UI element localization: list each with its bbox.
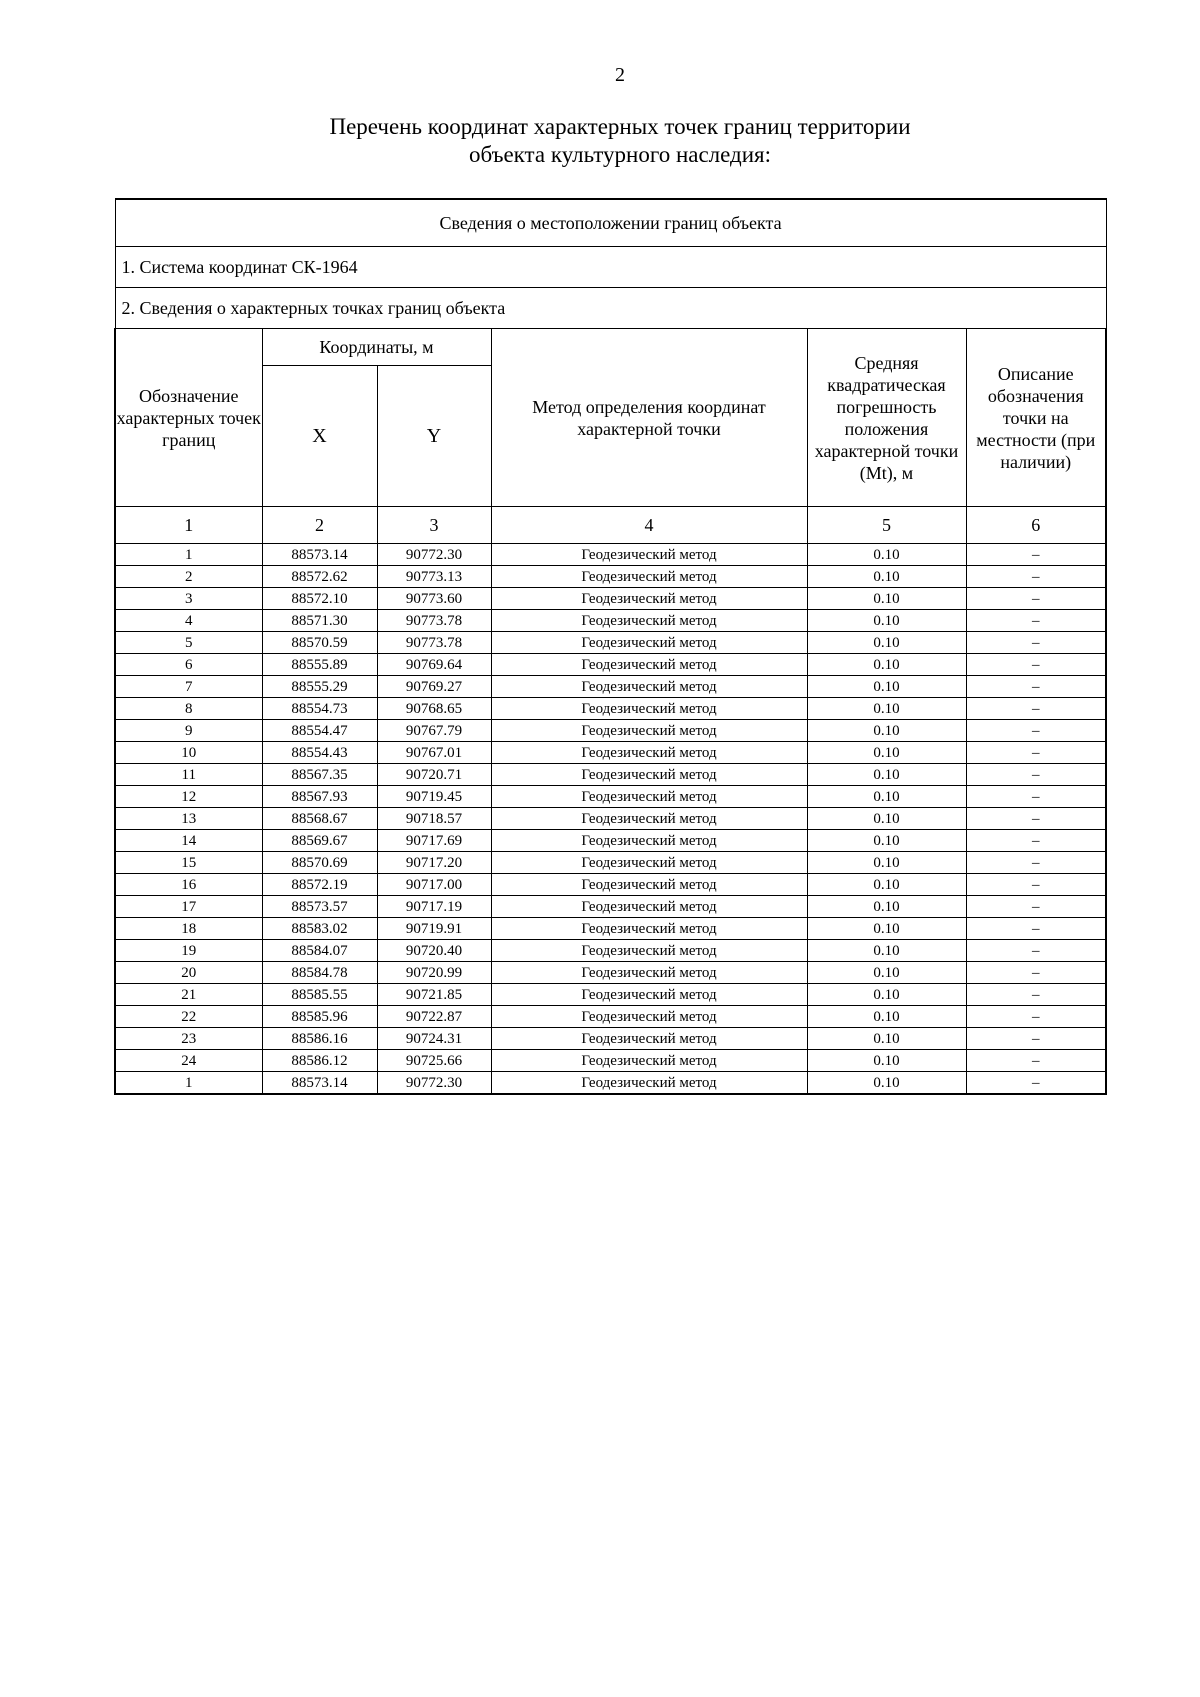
cell-error: 0.10	[807, 1006, 966, 1028]
table-row	[115, 1028, 1106, 1050]
cell-description: –	[966, 1006, 1106, 1028]
header-method: Метод определения координат характерной точки	[491, 329, 807, 507]
cell-error: 0.10	[807, 610, 966, 632]
cell-error: 0.10	[807, 830, 966, 852]
cell-error: 0.10	[807, 852, 966, 874]
cell-description: –	[966, 808, 1106, 830]
cell-error: 0.10	[807, 764, 966, 786]
cell-point: 14	[115, 830, 262, 852]
cell-method: Геодезический метод	[491, 1028, 807, 1050]
cell-method: Геодезический метод	[491, 1072, 807, 1095]
table-row	[115, 654, 1106, 676]
table-row	[115, 918, 1106, 940]
table-row	[115, 632, 1106, 654]
cell-description: –	[966, 918, 1106, 940]
cell-error: 0.10	[807, 566, 966, 588]
cell-y: 90717.00	[377, 874, 491, 896]
coordinates-table	[114, 198, 1107, 1095]
cell-point: 6	[115, 654, 262, 676]
cell-x: 88572.19	[262, 874, 377, 896]
cell-point: 16	[115, 874, 262, 896]
cell-error: 0.10	[807, 940, 966, 962]
cell-x: 88569.67	[262, 830, 377, 852]
cell-x: 88583.02	[262, 918, 377, 940]
cell-method: Геодезический метод	[491, 1006, 807, 1028]
cell-x: 88573.14	[262, 1072, 377, 1095]
cell-point: 1	[115, 544, 262, 566]
column-number: 1	[115, 507, 262, 544]
cell-method: Геодезический метод	[491, 896, 807, 918]
cell-description: –	[966, 786, 1106, 808]
column-number: 4	[491, 507, 807, 544]
cell-description: –	[966, 544, 1106, 566]
cell-description: –	[966, 1028, 1106, 1050]
cell-error: 0.10	[807, 588, 966, 610]
cell-method: Геодезический метод	[491, 764, 807, 786]
cell-x: 88585.96	[262, 1006, 377, 1028]
cell-y: 90768.65	[377, 698, 491, 720]
cell-description: –	[966, 830, 1106, 852]
cell-y: 90773.13	[377, 566, 491, 588]
table-row	[115, 852, 1106, 874]
cell-point: 9	[115, 720, 262, 742]
cell-x: 88570.69	[262, 852, 377, 874]
cell-point: 19	[115, 940, 262, 962]
cell-point: 5	[115, 632, 262, 654]
cell-method: Геодезический метод	[491, 786, 807, 808]
table-row	[115, 808, 1106, 830]
cell-error: 0.10	[807, 676, 966, 698]
header-coordinates: Координаты, м	[262, 329, 491, 366]
cell-error: 0.10	[807, 896, 966, 918]
cell-point: 18	[115, 918, 262, 940]
cell-point: 7	[115, 676, 262, 698]
table-row	[115, 544, 1106, 566]
cell-y: 90717.20	[377, 852, 491, 874]
cell-description: –	[966, 632, 1106, 654]
table-row	[115, 720, 1106, 742]
cell-y: 90722.87	[377, 1006, 491, 1028]
document-title-line-1: Перечень координат характерных точек границ территории	[329, 114, 911, 139]
points-info-heading: 2. Сведения о характерных точках границ объекта	[115, 288, 1106, 329]
cell-point: 24	[115, 1050, 262, 1072]
cell-description: –	[966, 654, 1106, 676]
cell-x: 88586.16	[262, 1028, 377, 1050]
cell-error: 0.10	[807, 632, 966, 654]
cell-y: 90767.79	[377, 720, 491, 742]
cell-x: 88584.78	[262, 962, 377, 984]
cell-method: Геодезический метод	[491, 830, 807, 852]
cell-error: 0.10	[807, 962, 966, 984]
cell-method: Геодезический метод	[491, 962, 807, 984]
cell-y: 90717.69	[377, 830, 491, 852]
table-row	[115, 588, 1106, 610]
table-row	[115, 874, 1106, 896]
cell-y: 90721.85	[377, 984, 491, 1006]
cell-x: 88571.30	[262, 610, 377, 632]
section-header: Сведения о местоположении границ объекта	[115, 199, 1106, 247]
cell-error: 0.10	[807, 654, 966, 676]
cell-method: Геодезический метод	[491, 984, 807, 1006]
cell-method: Геодезический метод	[491, 1050, 807, 1072]
cell-error: 0.10	[807, 1050, 966, 1072]
table-row	[115, 1006, 1106, 1028]
cell-description: –	[966, 940, 1106, 962]
cell-point: 3	[115, 588, 262, 610]
cell-point: 20	[115, 962, 262, 984]
cell-y: 90724.31	[377, 1028, 491, 1050]
table-row	[115, 940, 1106, 962]
cell-method: Геодезический метод	[491, 676, 807, 698]
cell-point: 12	[115, 786, 262, 808]
header-designation: Обозначение характерных точек границ	[115, 329, 262, 507]
cell-method: Геодезический метод	[491, 874, 807, 896]
document-title	[0, 113, 1200, 169]
cell-description: –	[966, 852, 1106, 874]
cell-method: Геодезический метод	[491, 544, 807, 566]
cell-x: 88572.10	[262, 588, 377, 610]
document-title-line-2: объекта культурного наследия:	[468, 142, 772, 167]
cell-description: –	[966, 764, 1106, 786]
cell-x: 88585.55	[262, 984, 377, 1006]
cell-x: 88555.29	[262, 676, 377, 698]
cell-error: 0.10	[807, 984, 966, 1006]
cell-x: 88554.43	[262, 742, 377, 764]
cell-x: 88573.14	[262, 544, 377, 566]
cell-y: 90772.30	[377, 1072, 491, 1095]
cell-point: 17	[115, 896, 262, 918]
cell-method: Геодезический метод	[491, 720, 807, 742]
cell-y: 90773.78	[377, 610, 491, 632]
cell-x: 88567.35	[262, 764, 377, 786]
column-number: 2	[262, 507, 377, 544]
cell-method: Геодезический метод	[491, 940, 807, 962]
cell-y: 90767.01	[377, 742, 491, 764]
table-row	[115, 962, 1106, 984]
cell-method: Геодезический метод	[491, 632, 807, 654]
cell-description: –	[966, 1072, 1106, 1095]
cell-y: 90717.19	[377, 896, 491, 918]
cell-description: –	[966, 984, 1106, 1006]
cell-description: –	[966, 1050, 1106, 1072]
cell-y: 90772.30	[377, 544, 491, 566]
cell-error: 0.10	[807, 874, 966, 896]
cell-y: 90769.64	[377, 654, 491, 676]
cell-description: –	[966, 720, 1106, 742]
table-row	[115, 676, 1106, 698]
cell-error: 0.10	[807, 786, 966, 808]
cell-point: 8	[115, 698, 262, 720]
cell-x: 88555.89	[262, 654, 377, 676]
cell-description: –	[966, 896, 1106, 918]
cell-x: 88584.07	[262, 940, 377, 962]
column-number: 3	[377, 507, 491, 544]
cell-y: 90773.78	[377, 632, 491, 654]
column-number: 5	[807, 507, 966, 544]
cell-error: 0.10	[807, 808, 966, 830]
cell-point: 2	[115, 566, 262, 588]
cell-point: 1	[115, 1072, 262, 1095]
cell-point: 4	[115, 610, 262, 632]
cell-x: 88554.47	[262, 720, 377, 742]
cell-description: –	[966, 874, 1106, 896]
cell-method: Геодезический метод	[491, 698, 807, 720]
cell-error: 0.10	[807, 698, 966, 720]
cell-y: 90719.91	[377, 918, 491, 940]
cell-method: Геодезический метод	[491, 566, 807, 588]
cell-method: Геодезический метод	[491, 654, 807, 676]
cell-method: Геодезический метод	[491, 588, 807, 610]
cell-description: –	[966, 698, 1106, 720]
cell-error: 0.10	[807, 544, 966, 566]
cell-y: 90720.71	[377, 764, 491, 786]
cell-description: –	[966, 742, 1106, 764]
cell-y: 90769.27	[377, 676, 491, 698]
cell-error: 0.10	[807, 918, 966, 940]
header-x: X	[262, 366, 377, 507]
table-row	[115, 984, 1106, 1006]
cell-point: 13	[115, 808, 262, 830]
page-number: 2	[615, 64, 625, 86]
cell-description: –	[966, 588, 1106, 610]
cell-point: 21	[115, 984, 262, 1006]
cell-point: 22	[115, 1006, 262, 1028]
cell-point: 11	[115, 764, 262, 786]
table-row	[115, 698, 1106, 720]
cell-error: 0.10	[807, 1072, 966, 1095]
cell-error: 0.10	[807, 1028, 966, 1050]
cell-y: 90725.66	[377, 1050, 491, 1072]
cell-point: 10	[115, 742, 262, 764]
cell-method: Геодезический метод	[491, 808, 807, 830]
header-description: Описание обозначения точки на местности (при наличии)	[966, 329, 1106, 507]
cell-x: 88572.62	[262, 566, 377, 588]
cell-point: 15	[115, 852, 262, 874]
cell-description: –	[966, 566, 1106, 588]
cell-method: Геодезический метод	[491, 918, 807, 940]
table-row	[115, 830, 1106, 852]
table-row	[115, 1072, 1106, 1095]
cell-method: Геодезический метод	[491, 742, 807, 764]
cell-description: –	[966, 676, 1106, 698]
header-y: Y	[377, 366, 491, 507]
cell-error: 0.10	[807, 742, 966, 764]
cell-y: 90773.60	[377, 588, 491, 610]
cell-x: 88586.12	[262, 1050, 377, 1072]
table-row	[115, 610, 1106, 632]
cell-point: 23	[115, 1028, 262, 1050]
table-row	[115, 742, 1106, 764]
cell-error: 0.10	[807, 720, 966, 742]
table-row	[115, 896, 1106, 918]
cell-description: –	[966, 962, 1106, 984]
table-row	[115, 1050, 1106, 1072]
cell-y: 90719.45	[377, 786, 491, 808]
cell-method: Геодезический метод	[491, 610, 807, 632]
cell-x: 88570.59	[262, 632, 377, 654]
coordinate-system: 1. Система координат СК-1964	[115, 247, 1106, 288]
cell-x: 88554.73	[262, 698, 377, 720]
table-row	[115, 786, 1106, 808]
column-number: 6	[966, 507, 1106, 544]
cell-y: 90718.57	[377, 808, 491, 830]
cell-y: 90720.99	[377, 962, 491, 984]
cell-y: 90720.40	[377, 940, 491, 962]
table-row	[115, 764, 1106, 786]
cell-x: 88568.67	[262, 808, 377, 830]
cell-x: 88567.93	[262, 786, 377, 808]
cell-x: 88573.57	[262, 896, 377, 918]
header-error: Средняя квадратическая погрешность положения характерной точки (Mt), м	[807, 329, 966, 507]
cell-description: –	[966, 610, 1106, 632]
table-row	[115, 566, 1106, 588]
cell-method: Геодезический метод	[491, 852, 807, 874]
